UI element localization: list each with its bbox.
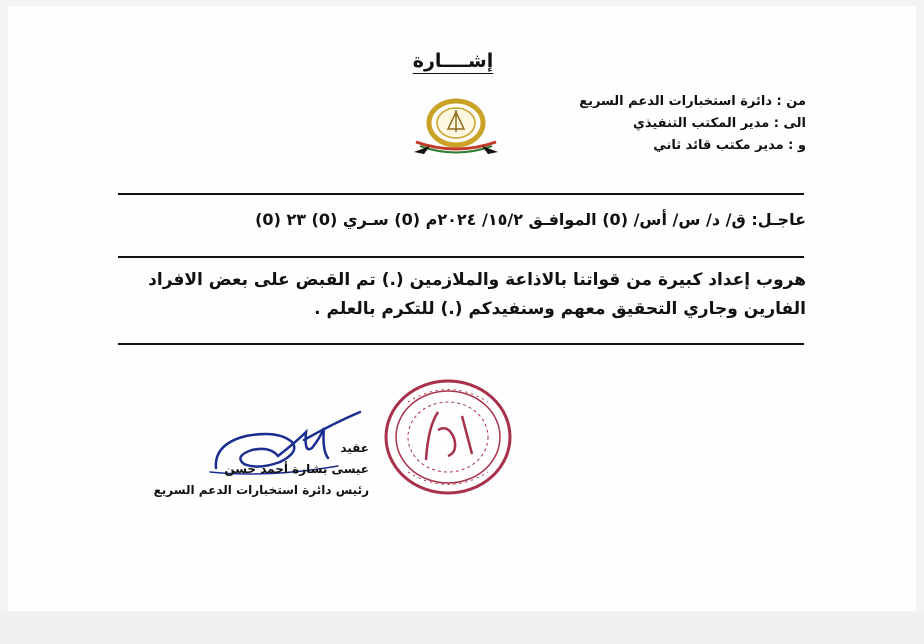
signatory-name: عيسى بشارة أحمد حسن (224, 462, 369, 476)
official-stamp-icon (378, 372, 518, 502)
reference-line: عاجـل: ق/ د/ س/ أس/ (0) الموافـق ١٥/٢/ ٢٠٢٤م (0) سـري (0) ٢٣ (0) (255, 210, 806, 229)
divider-line (118, 256, 804, 258)
message-body: هروب إعداد كبيرة من قواتنا بالاذاعة والملازمين (.) تم القبض على بعض الافراد الفارين وجاري التحقيق معهم وسنفيدكم (.) للتكرم بالعلم . (148, 270, 806, 319)
signatory-position: رئيس دائرة استخبارات الدعم السريع (153, 483, 369, 497)
signature-block (154, 438, 369, 501)
signatory-rank: عقيد (340, 441, 369, 455)
document-title: إشــــارة (412, 50, 494, 72)
rsf-emblem-icon (410, 96, 502, 158)
address-from: من : دائرة استخبارات الدعم السريع (579, 94, 806, 109)
address-cc: و : مدير مكتب قائد ثاني (653, 138, 806, 153)
address-to: الى : مدير المكتب التنفيذي (632, 116, 806, 131)
divider-line (118, 193, 804, 195)
divider-line (118, 343, 804, 345)
page-bottom-margin (0, 612, 924, 644)
